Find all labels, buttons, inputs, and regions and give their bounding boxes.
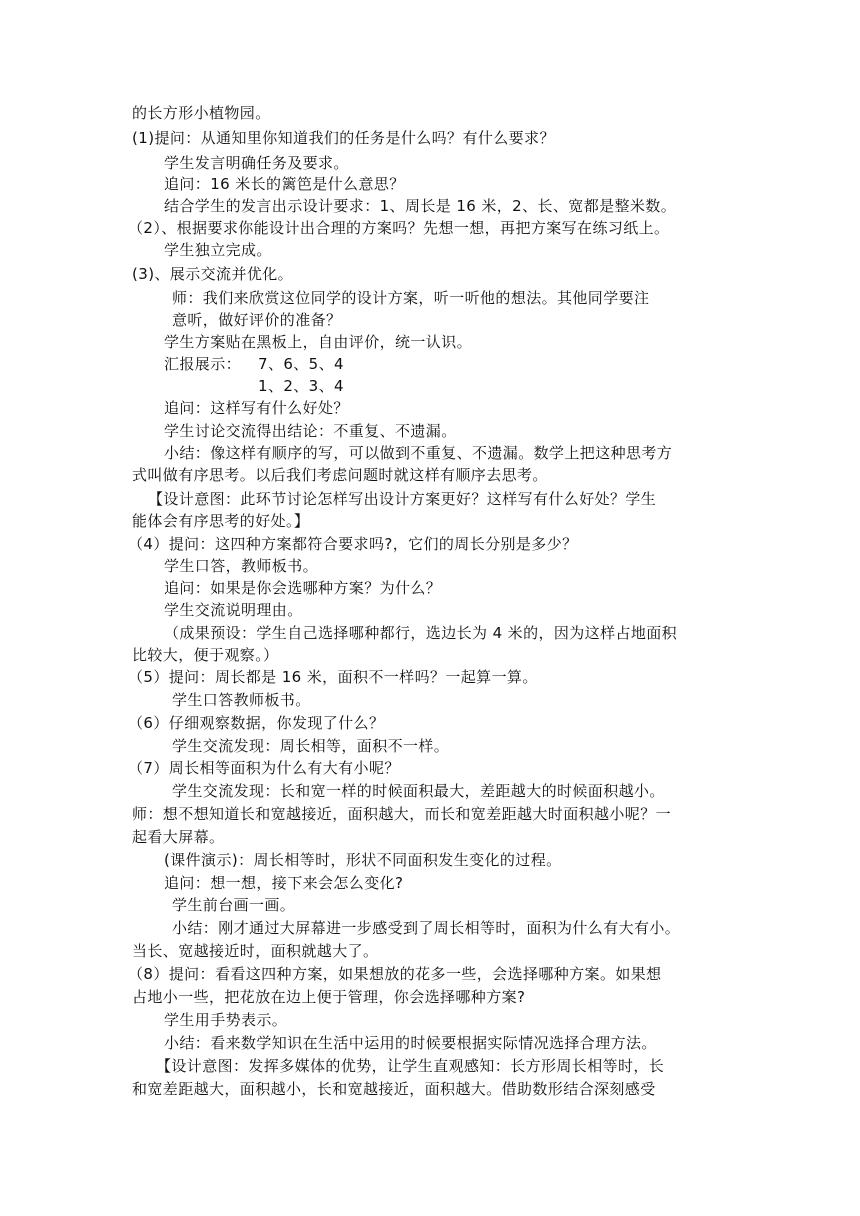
text-line: 追问：想一想，接下来会怎么变化? — [164, 874, 404, 892]
text-line: 意听，做好评价的准备？ — [172, 311, 342, 329]
text-line: （8）提问：看看这四种方案，如果想放的花多一些，会选择哪种方案。如果想 — [128, 965, 662, 983]
text-line: 学生交流发现：周长相等，面积不一样。 — [172, 737, 450, 755]
text-line: 学生方案贴在黑板上，自由评价，统一认识。 — [164, 333, 473, 351]
text-line: 追问：16 米长的篱笆是什么意思？ — [164, 175, 405, 193]
text-line: (3)、展示交流并优化。 — [132, 265, 294, 283]
text-line: 结合学生的发言出示设计要求：1、周长是 16 米，2、长、宽都是整米数。 — [164, 197, 677, 215]
text-line: 学生交流说明理由。 — [164, 601, 303, 619]
text-line: 追问：如果是你会选哪种方案？为什么？ — [164, 579, 442, 597]
text-line: 学生独立完成。 — [164, 241, 272, 259]
text-line: 占地小一些，把花放在边上便于管理，你会选择哪种方案? — [132, 988, 526, 1006]
text-line: （5）提问：周长都是 16 米，面积不一样吗？一起算一算。 — [128, 668, 538, 686]
text-line: 和宽差距越大，面积越小，长和宽越接近，面积越大。借助数形结合深刻感受 — [132, 1080, 656, 1098]
text-line: 1、2、3、4 — [258, 377, 344, 395]
text-line: 学生发言明确任务及要求。 — [164, 154, 349, 172]
text-line: 学生前台画一画。 — [172, 896, 296, 914]
text-line: （2）、根据要求你能设计出合理的方案吗？先想一想，再把方案写在练习纸上。 — [128, 219, 670, 237]
text-line: 【设计意图：此环节讨论怎样写出设计方案更好？这样写有什么好处？学生 — [148, 490, 657, 508]
text-line: 师：想不想知道长和宽越接近，面积越大，而长和宽差距越大时面积越小呢？一 — [132, 805, 672, 823]
text-line: （成果预设：学生自己选择哪种都行，选边长为 4 米的，因为这样占地面积 — [164, 624, 678, 642]
text-line: （6）仔细观察数据，你发现了什么？ — [128, 714, 385, 732]
text-line: 比较大，便于观察。） — [132, 646, 279, 664]
text-line: （7）周长相等面积为什么有大有小呢？ — [128, 759, 400, 777]
text-line: 当长、宽越接近时，面积就越大了。 — [132, 942, 379, 960]
text-line: 7、6、5、4 — [258, 355, 344, 373]
text-line: 的长方形小植物园。 — [132, 104, 271, 122]
text-line: 小结：看来数学知识在生活中运用的时候要根据实际情况选择合理方法。 — [164, 1034, 657, 1052]
text-line: (1)提问：从通知里你知道我们的任务是什么吗？有什么要求？ — [132, 129, 555, 147]
text-line: 式叫做有序思考。以后我们考虑问题时就这样有顺序去思考。 — [132, 466, 548, 484]
text-line: 【设计意图：发挥多媒体的优势，让学生直观感知：长方形周长相等时，长 — [156, 1057, 665, 1075]
text-line: 汇报展示： — [164, 355, 242, 373]
text-line: 小结：像这样有顺序的写，可以做到不重复、不遗漏。数学上把这种思考方 — [164, 444, 673, 462]
text-line: 学生交流发现：长和宽一样的时候面积最大，差距越大的时候面积越小。 — [172, 782, 665, 800]
text-line: 小结：刚才通过大屏幕进一步感受到了周长相等时，面积为什么有大有小。 — [172, 919, 681, 937]
text-line: (课件演示)：周长相等时，形状不同面积发生变化的过程。 — [164, 851, 562, 869]
text-line: 师：我们来欣赏这位同学的设计方案，听一听他的想法。其他同学要注 — [172, 289, 650, 307]
text-line: （4）提问：这四种方案都符合要求吗?，它们的周长分别是多少？ — [128, 535, 578, 553]
text-line: 学生口答，教师板书。 — [164, 557, 319, 575]
text-line: 学生口答教师板书。 — [172, 691, 311, 709]
text-line: 追问：这样写有什么好处？ — [164, 399, 349, 417]
text-line: 能体会有序思考的好处。】 — [132, 512, 310, 530]
text-line: 学生讨论交流得出结论：不重复、不遗漏。 — [164, 422, 457, 440]
text-line: 学生用手势表示。 — [164, 1011, 288, 1029]
text-line: 起看大屏幕。 — [132, 828, 225, 846]
